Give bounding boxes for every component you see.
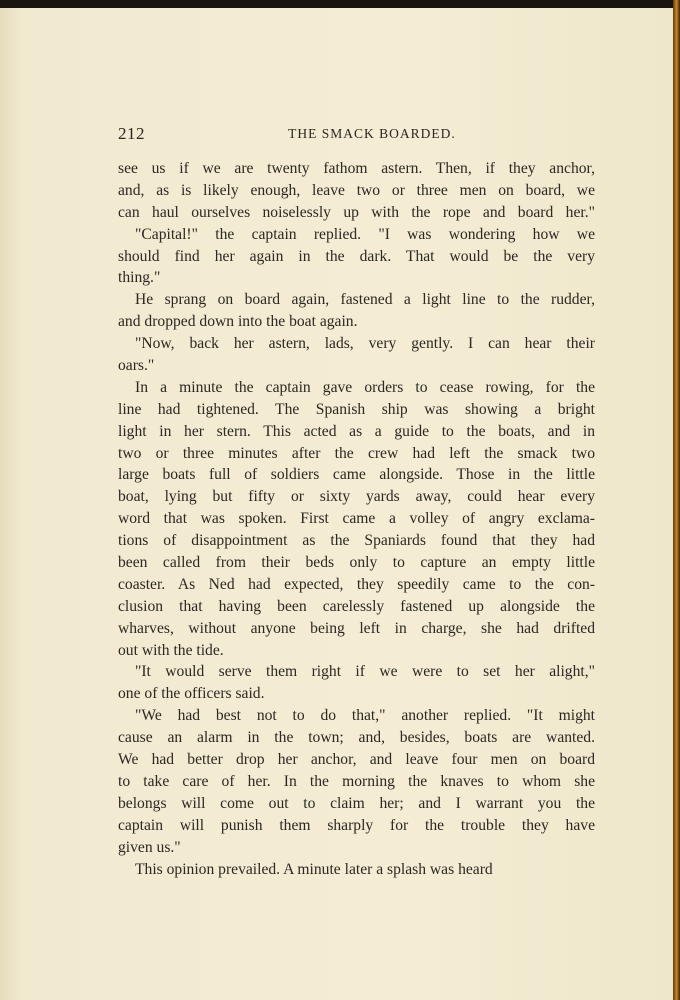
text-line: clusion that having been carelessly fastened up alongside the xyxy=(118,597,595,615)
text-line: large boats full of soldiers came alongside. Those in the little xyxy=(118,466,595,484)
body-text xyxy=(118,158,595,880)
book-page xyxy=(0,8,674,1000)
text-line: We had better drop her anchor, and leave four men on board xyxy=(118,751,595,769)
text-line: "It would serve them right if we were to set her alight," xyxy=(135,663,595,681)
text-line: should find her again in the dark. That would be the very xyxy=(118,247,595,265)
text-line: given us." xyxy=(118,838,181,856)
text-line: wharves, without anyone being left in charge, she had drifted xyxy=(118,619,595,637)
text-line: belongs will come out to claim her; and I warrant you the xyxy=(118,794,595,812)
book-edge xyxy=(673,0,680,1000)
text-line: This opinion prevailed. A minute later a splash was heard xyxy=(135,860,493,878)
running-title: THE SMACK BOARDED. xyxy=(288,126,456,141)
text-line: cause an alarm in the town; and, besides, boats are wanted. xyxy=(118,729,595,747)
text-line: "We had best not to do that," another replied. "It might xyxy=(135,707,595,725)
text-line: to take care of her. In the morning the knaves to whom she xyxy=(118,772,595,790)
page-number: 212 xyxy=(118,124,145,143)
text-line: word that was spoken. First came a volley of angry exclama- xyxy=(118,510,595,528)
text-line: light in her stern. This acted as a guide to the boats, and in xyxy=(118,422,595,440)
text-line: captain will punish them sharply for the trouble they have xyxy=(118,816,595,834)
text-line: and dropped down into the boat again. xyxy=(118,313,358,331)
text-line: He sprang on board again, fastened a light line to the rudder, xyxy=(135,291,595,309)
text-line: two or three minutes after the crew had left the smack two xyxy=(118,444,595,462)
text-line: In a minute the captain gave orders to cease rowing, for the xyxy=(135,378,595,396)
text-line: can haul ourselves noiselessly up with the rope and board her." xyxy=(118,203,595,221)
text-line: "Capital!" the captain replied. "I was wondering how we xyxy=(135,225,595,243)
text-line: coaster. As Ned had expected, they speedily came to the con- xyxy=(118,575,595,593)
text-line: been called from their beds only to capture an empty little xyxy=(118,554,595,572)
text-line: one of the officers said. xyxy=(118,685,265,703)
text-line: and, as is likely enough, leave two or three men on board, we xyxy=(118,181,595,199)
text-line: tions of disappointment as the Spaniards found that they had xyxy=(118,532,595,550)
text-line: oars." xyxy=(118,357,155,375)
text-line: "Now, back her astern, lads, very gently. I can hear their xyxy=(135,335,595,353)
text-line: boat, lying but fifty or sixty yards away, could hear every xyxy=(118,488,595,506)
text-line: thing." xyxy=(118,269,161,287)
text-line: see us if we are twenty fathom astern. Then, if they anchor, xyxy=(118,160,595,177)
page-header xyxy=(118,124,596,146)
text-line: line had tightened. The Spanish ship was showing a bright xyxy=(118,400,595,418)
text-line: out with the tide. xyxy=(118,641,224,659)
